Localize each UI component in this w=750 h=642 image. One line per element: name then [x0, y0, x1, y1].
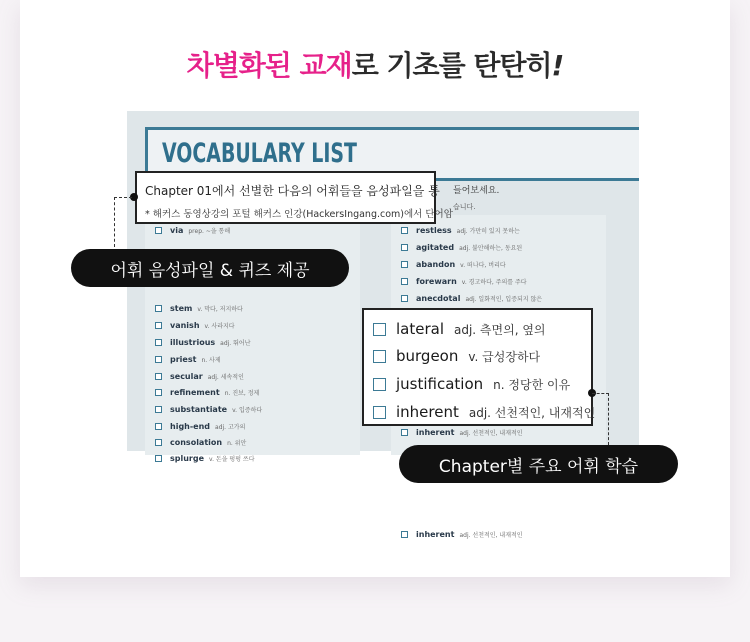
definition: v. 급성장하다: [468, 349, 541, 364]
checkbox: [155, 423, 162, 430]
checkbox: [401, 227, 408, 234]
checkbox: [155, 389, 162, 396]
checkbox: [373, 378, 386, 391]
list-item: [373, 318, 546, 340]
definition: adj. 뛰어난: [220, 339, 251, 347]
instruction-text-end: 통: [428, 184, 440, 198]
word: via: [170, 225, 184, 235]
definition: adj. 고가의: [215, 423, 246, 431]
headline-highlight: 차별화된 교재: [186, 49, 352, 82]
word: lateral: [396, 320, 444, 338]
instruction-line-1: [145, 182, 440, 199]
definition: n. 정당한 이유: [493, 377, 571, 392]
definition: v. 경고하다, 주의를 주다: [461, 278, 527, 286]
word: refinement: [170, 387, 220, 397]
connector-line: [592, 393, 609, 394]
checkbox: [401, 531, 408, 538]
word: inherent: [416, 529, 455, 539]
word: agitated: [416, 242, 455, 252]
vocab-list-title: VOCABULARY LIST: [162, 138, 357, 169]
list-item: [401, 274, 527, 288]
definition: adj. 불안해하는, 동요된: [459, 244, 523, 252]
list-item: [373, 401, 595, 423]
definition: adj. 선천적인, 내재적인: [459, 429, 523, 437]
list-item: [155, 335, 251, 349]
checkbox: [155, 227, 162, 234]
instruction-line-2: * 해커스 동영상강의 포털 해커스 인강(HackersIngang.com)에서 단어암: [145, 209, 453, 220]
instruction-tail: 들어보세요.: [453, 186, 500, 196]
word: illustrious: [170, 337, 216, 347]
word: burgeon: [396, 347, 459, 365]
list-item: [155, 385, 259, 399]
word: restless: [416, 225, 452, 235]
feature-pill-chapter-vocab: Chapter별 주요 어휘 학습: [399, 445, 678, 483]
list-item: [155, 435, 246, 449]
checkbox: [401, 429, 408, 436]
list-item: [155, 318, 235, 332]
definition: v. 떠나다, 버리다: [460, 261, 506, 269]
headline-text: 로 기초를 탄탄히: [351, 49, 552, 82]
definition: n. 사제: [201, 356, 221, 364]
list-item: [155, 223, 230, 237]
definition: prep. ~을 통해: [188, 227, 231, 235]
checkbox: [373, 323, 386, 336]
word: anecdotal: [416, 293, 461, 303]
definition: adj. 가만히 있지 못하는: [456, 227, 520, 235]
list-item: [401, 291, 542, 305]
list-item: [401, 257, 506, 271]
instruction-text: Chapter 01에서 선별한 다음의 어휘들을 음성파일을: [145, 184, 429, 198]
headline-exclamation: !: [551, 49, 564, 82]
word: stem: [170, 303, 193, 313]
list-item: [373, 345, 540, 367]
checkbox: [155, 455, 162, 462]
list-item: [401, 425, 523, 439]
definition: v. 돈을 펑펑 쓰다: [209, 455, 255, 463]
list-item: [155, 419, 245, 433]
word: forewarn: [416, 276, 457, 286]
word: inherent: [416, 427, 455, 437]
definition: adj. 측면의, 옆의: [454, 322, 546, 337]
checkbox: [373, 406, 386, 419]
checkbox: [155, 339, 162, 346]
definition: adj. 선천적인, 내재적인: [459, 531, 523, 539]
definition: v. 막다, 저지하다: [197, 305, 243, 313]
checkbox: [373, 350, 386, 363]
word: abandon: [416, 259, 456, 269]
feature-pill-audio-quiz: 어휘 음성파일 & 퀴즈 제공: [71, 249, 349, 287]
word: secular: [170, 371, 203, 381]
checkbox: [401, 244, 408, 251]
list-item: [155, 369, 244, 383]
list-item: [401, 527, 523, 541]
list-item: [155, 352, 221, 366]
definition: adj. 일화적인, 입증되지 않은: [465, 295, 543, 303]
checkbox: [155, 322, 162, 329]
list-item: [155, 301, 243, 315]
vocab-zoom-callout: [362, 308, 596, 426]
connector-line: [114, 197, 132, 198]
list-item: [373, 373, 570, 395]
list-item: [401, 240, 522, 254]
word: priest: [170, 354, 197, 364]
connector-line: [114, 197, 115, 247]
definition: n. 진보, 정제: [224, 389, 260, 397]
checkbox: [401, 278, 408, 285]
list-item: [401, 223, 520, 237]
definition: v. 입증하다: [232, 406, 263, 414]
word: substantiate: [170, 404, 228, 414]
checkbox: [401, 261, 408, 268]
instruction-zoom-callout: [135, 171, 453, 224]
list-item: [155, 451, 255, 465]
word: vanish: [170, 320, 200, 330]
word: inherent: [396, 403, 459, 421]
definition: v. 사라지다: [204, 322, 235, 330]
checkbox: [155, 305, 162, 312]
list-item: [155, 402, 262, 416]
definition: adj. 선천적인, 내재적인: [468, 405, 596, 420]
definition: adj. 세속적인: [207, 373, 244, 381]
word: justification: [396, 375, 484, 393]
checkbox: [155, 406, 162, 413]
connector-line: [608, 393, 609, 445]
checkbox: [155, 439, 162, 446]
checkbox: [155, 356, 162, 363]
word: consolation: [170, 437, 223, 447]
word: high-end: [170, 421, 211, 431]
checkbox: [401, 295, 408, 302]
word: splurge: [170, 453, 205, 463]
page-headline: [0, 44, 750, 84]
checkbox: [155, 373, 162, 380]
instruction-tail-2: 습니다.: [453, 203, 476, 211]
definition: n. 위안: [227, 439, 247, 447]
